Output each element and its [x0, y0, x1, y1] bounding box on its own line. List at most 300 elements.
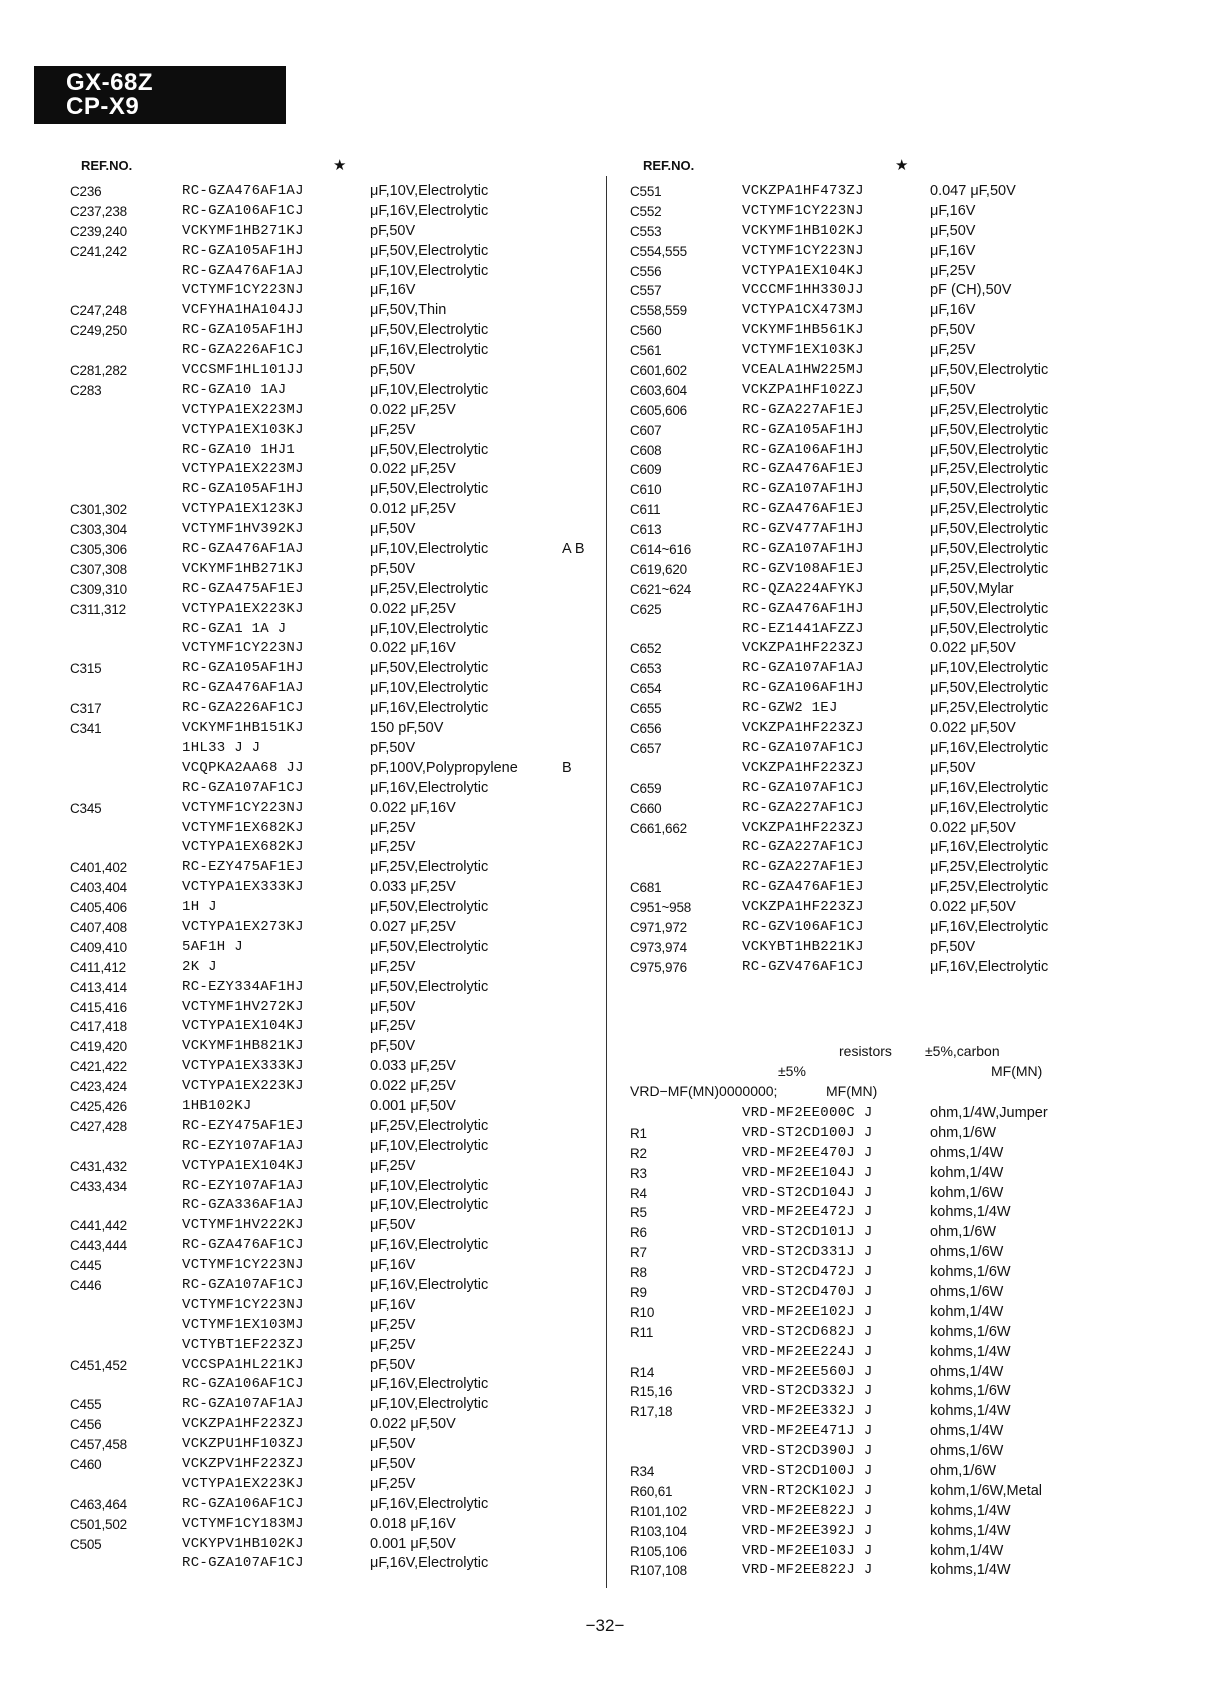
part-description: μF,25V,Electrolytic [370, 1117, 489, 1134]
table-row [630, 460, 1190, 480]
part-number: 1HL33 J J [182, 739, 261, 756]
table-row [630, 1442, 1190, 1462]
part-number: RC-EZY475AF1EJ [182, 859, 304, 876]
table-row [70, 600, 600, 620]
part-number: RC-GZV106AF1CJ [742, 918, 864, 935]
ref-number: R103,104 [630, 1523, 687, 1539]
part-description: μF,50V,Electrolytic [370, 441, 489, 458]
part-number: VCTYMF1CY223NJ [182, 1257, 304, 1274]
ref-number: C457,458 [70, 1437, 127, 1453]
part-number: RC-GZA106AF1HJ [742, 441, 864, 458]
ref-number: C660 [630, 800, 662, 816]
part-description: 0.001 μF,50V [370, 1535, 456, 1552]
table-row [630, 799, 1190, 819]
part-number: 2K J [182, 958, 217, 975]
part-number: VCKYMF1HB561KJ [742, 322, 864, 339]
part-number: RC-GZA105AF1HJ [182, 481, 304, 498]
part-description: kohms,1/4W [930, 1562, 1011, 1579]
part-description: ohms,1/4W [930, 1144, 1004, 1161]
table-row [70, 699, 600, 719]
part-number: VCTYMF1CY223NJ [182, 1296, 304, 1313]
part-description: μF,50V,Electrolytic [370, 481, 489, 498]
table-row [70, 1057, 600, 1077]
part-number: VCEALA1HW225MJ [742, 362, 864, 379]
part-number: VCKZPA1HF223ZJ [182, 1416, 304, 1433]
ref-number: R11 [630, 1324, 654, 1340]
part-number: RC-GZA107AF1HJ [742, 481, 864, 498]
part-description: μF,16V,Electrolytic [930, 958, 1049, 975]
table-row [630, 699, 1190, 719]
ref-number: C309,310 [70, 581, 127, 597]
part-number: RC-GZA226AF1CJ [182, 342, 304, 359]
part-description: μF,25V,Electrolytic [930, 879, 1049, 896]
part-number: VCTYPA1EX223MJ [182, 401, 304, 418]
part-number: RC-GZA10 1HJ1 [182, 441, 296, 458]
ref-number: C341 [70, 721, 102, 737]
table-row [630, 600, 1190, 620]
part-number: VCKZPV1HF223ZJ [182, 1456, 304, 1472]
part-description: μF,25V [370, 1475, 416, 1492]
part-description: pF,50V [370, 1356, 416, 1373]
part-description: μF,50V,Electrolytic [370, 660, 489, 677]
part-description: pF,50V [370, 222, 416, 239]
table-row [630, 1522, 1190, 1542]
ref-number: R101,102 [630, 1503, 687, 1519]
table-row [70, 361, 600, 381]
part-description: 0.022 μF,50V [930, 899, 1016, 916]
ref-number: C603,604 [630, 382, 687, 398]
resistor-note-3a: VRD−MF(MN)0000000; [630, 1083, 778, 1099]
part-description: 0.012 μF,25V [370, 501, 456, 518]
part-description: μF,16V,Electrolytic [930, 839, 1049, 856]
table-row [630, 1124, 1190, 1144]
table-row [630, 1184, 1190, 1204]
table-row [70, 460, 600, 480]
table-row [630, 281, 1190, 301]
ref-number: R3 [630, 1165, 647, 1181]
part-number: VRD-MF2EE822J J [742, 1562, 873, 1579]
table-row [630, 1422, 1190, 1442]
table-row [630, 659, 1190, 679]
table-row [70, 1375, 600, 1395]
ref-number: C556 [630, 263, 662, 279]
part-description: ohm,1/6W [930, 1463, 997, 1480]
ref-number: C614~616 [630, 542, 692, 558]
part-number: VCKZPU1HF103ZJ [182, 1436, 304, 1453]
part-description: pF,100V,Polypropylene [370, 759, 518, 776]
part-description: μF,25V [370, 1018, 416, 1035]
part-number: RC-GZA107AF1CJ [182, 1555, 304, 1572]
table-row [630, 1104, 1190, 1124]
table-row [70, 580, 600, 600]
ref-number: C681 [630, 880, 662, 896]
ref-number: C241,242 [70, 243, 127, 259]
ref-number: C311,312 [70, 601, 126, 617]
part-description: μF,10V,Electrolytic [370, 541, 489, 558]
table-row [630, 1402, 1190, 1422]
table-row [630, 1164, 1190, 1184]
ref-number: R6 [630, 1225, 647, 1241]
part-number: RC-GZA476AF1HJ [742, 600, 864, 617]
table-row [70, 1495, 600, 1515]
table-row [630, 242, 1190, 262]
part-description: ohm,1/4W,Jumper [930, 1105, 1048, 1121]
table-row [630, 441, 1190, 461]
table-row [70, 1316, 600, 1336]
part-description: μF,50V [370, 1436, 416, 1453]
table-row [630, 1283, 1190, 1303]
part-description: 0.022 μF,16V [370, 640, 456, 657]
part-description: μF,25V [370, 421, 416, 438]
part-description: μF,25V,Electrolytic [930, 461, 1049, 478]
area-mark: A B [562, 541, 585, 558]
ref-number: C601,602 [630, 363, 687, 379]
ref-number: R9 [630, 1285, 647, 1301]
table-row [630, 1303, 1190, 1323]
ref-number: C301,302 [70, 502, 127, 518]
table-row [630, 1223, 1190, 1243]
ref-number: C446 [70, 1277, 102, 1293]
table-row [70, 1415, 600, 1435]
ref-number: R10 [630, 1304, 655, 1320]
part-description: μF,10V,Electrolytic [370, 1137, 489, 1154]
part-description: kohms,1/6W [930, 1323, 1011, 1340]
part-number: VCKYMF1HB271KJ [182, 560, 304, 577]
ref-number: C247,248 [70, 303, 127, 319]
table-row [70, 1554, 600, 1574]
part-number: RC-GZA106AF1HJ [742, 680, 864, 697]
ref-number: C554,555 [630, 243, 687, 259]
part-number: RC-GZA476AF1AJ [182, 680, 304, 697]
table-row [70, 1037, 600, 1057]
part-description: μF,16V,Electrolytic [370, 202, 489, 219]
part-description: μF,25V,Electrolytic [930, 700, 1049, 717]
table-row [70, 520, 600, 540]
part-description: μF,50V,Electrolytic [930, 362, 1049, 379]
part-description: ohms,1/4W [930, 1363, 1004, 1380]
part-number: VCTYMF1HV272KJ [182, 998, 304, 1015]
part-number: VRD-ST2CD472J J [742, 1264, 873, 1281]
part-number: VCTYPA1EX333KJ [182, 879, 304, 896]
part-description: kohms,1/4W [930, 1403, 1011, 1420]
part-number: VCCSMF1HL101JJ [182, 362, 304, 379]
part-number: VRD-ST2CD100J J [742, 1463, 873, 1480]
part-number: VCCSPA1HL221KJ [182, 1356, 304, 1373]
part-description: μF,16V [370, 1296, 416, 1313]
ref-number: C281,282 [70, 363, 127, 379]
ref-number: C411,412 [70, 959, 126, 975]
table-row [630, 301, 1190, 321]
table-row [630, 858, 1190, 878]
part-number: RC-GZA1 1A J [182, 620, 287, 637]
table-row [70, 381, 600, 401]
table-row [70, 421, 600, 441]
table-row [630, 938, 1190, 958]
table-row [70, 1475, 600, 1495]
table-row [70, 739, 600, 759]
part-number: VCTYPA1EX104KJ [182, 1018, 304, 1035]
part-number: VCKZPA1HF102ZJ [742, 381, 864, 398]
table-row [630, 341, 1190, 361]
ref-number: R15,16 [630, 1384, 673, 1400]
part-description: μF,50V,Electrolytic [930, 441, 1049, 458]
part-number: VCKZPA1HF223ZJ [742, 819, 864, 836]
table-row [70, 1196, 600, 1216]
part-number: RC-GZA10 1AJ [182, 381, 287, 398]
part-number: RC-GZA107AF1CJ [182, 779, 304, 796]
part-number: VCKYBT1HB221KJ [742, 938, 864, 955]
part-number: VCTYMF1CY223NJ [742, 242, 864, 259]
ref-number: R5 [630, 1205, 647, 1221]
part-number: RC-GZA107AF1AJ [182, 1396, 304, 1413]
table-row [630, 421, 1190, 441]
ref-number: C607 [630, 422, 662, 438]
part-number: VRD-ST2CD332J J [742, 1383, 873, 1400]
part-number: VCFYHA1HA104JJ [182, 302, 304, 319]
part-number: RC-GZA227AF1CJ [742, 799, 864, 816]
ref-number: R4 [630, 1185, 647, 1201]
table-row [70, 998, 600, 1018]
table-row [630, 381, 1190, 401]
table-row [70, 1256, 600, 1276]
ref-number: C657 [630, 740, 662, 756]
part-number: VCTYPA1EX333KJ [182, 1058, 304, 1075]
part-description: kohms,1/6W [930, 1383, 1011, 1400]
part-number: VCTYPA1EX104KJ [182, 1157, 304, 1174]
part-description: μF,25V [370, 1336, 416, 1353]
part-description: μF,10V,Electrolytic [370, 1177, 489, 1194]
area-mark: B [562, 759, 572, 776]
part-description: μF,25V [930, 342, 976, 359]
table-row [630, 361, 1190, 381]
part-description: μF,16V,Electrolytic [370, 1555, 489, 1572]
part-description: μF,25V,Electrolytic [930, 560, 1049, 577]
ref-number: C403,404 [70, 880, 127, 896]
part-description: μF,16V,Electrolytic [370, 1276, 489, 1293]
part-description: μF,50V [370, 998, 416, 1015]
table-row [630, 560, 1190, 580]
table-row [70, 878, 600, 898]
part-number: RC-GZA476AF1EJ [742, 879, 864, 896]
part-description: 0.022 μF,50V [930, 720, 1016, 737]
ref-number: C445 [70, 1258, 102, 1274]
part-description: μF,10V,Electrolytic [370, 1396, 489, 1413]
part-description: μF,16V [930, 302, 976, 319]
table-row [630, 580, 1190, 600]
ref-number: C415,416 [70, 999, 127, 1015]
table-row [70, 620, 600, 640]
part-description: pF,50V [930, 938, 976, 955]
table-row [630, 540, 1190, 560]
part-description: μF,25V,Electrolytic [370, 859, 489, 876]
part-number: RC-GZA105AF1HJ [182, 660, 304, 677]
part-number: VCTYPA1CX473MJ [742, 302, 864, 319]
part-description: μF,50V,Electrolytic [930, 421, 1049, 438]
ref-number: C443,444 [70, 1238, 127, 1254]
table-row [70, 679, 600, 699]
part-description: μF,16V,Electrolytic [930, 739, 1049, 756]
ref-number: C427,428 [70, 1118, 127, 1134]
ref-number: R34 [630, 1464, 655, 1480]
part-number: 1H J [182, 899, 217, 916]
resistor-note-1b: ±5%,carbon [925, 1043, 1000, 1059]
part-number: RC-GZA227AF1EJ [742, 859, 864, 876]
resistor-note-1a: resistors [839, 1043, 892, 1059]
ref-number: C303,304 [70, 522, 127, 538]
table-row [630, 202, 1190, 222]
ref-number: C425,426 [70, 1098, 127, 1114]
table-row [630, 262, 1190, 282]
part-number: VCTYMF1CY223NJ [182, 282, 304, 299]
ref-number: C656 [630, 721, 662, 737]
ref-number: C249,250 [70, 323, 127, 339]
table-row [70, 1137, 600, 1157]
part-description: μF,16V,Electrolytic [370, 1237, 489, 1254]
ref-number: R1 [630, 1125, 647, 1141]
part-number: RC-GZA106AF1CJ [182, 1495, 304, 1512]
table-row [70, 262, 600, 282]
ref-number: C317 [70, 701, 102, 717]
page-number: −32− [585, 1616, 625, 1635]
part-description: μF,10V,Electrolytic [370, 1197, 489, 1214]
part-description: μF,50V,Electrolytic [930, 521, 1049, 538]
part-description: μF,10V,Electrolytic [370, 183, 489, 199]
part-description: μF,16V [370, 1257, 416, 1274]
ref-number: R105,106 [630, 1543, 687, 1559]
ref-number: C621~624 [630, 581, 692, 597]
part-number: VCTYMF1CY223NJ [182, 799, 304, 816]
table-row [70, 1455, 600, 1475]
part-number: RC-GZA336AF1AJ [182, 1197, 304, 1214]
ref-number: C971,972 [630, 919, 687, 935]
table-row [70, 281, 600, 301]
part-number: VRD-MF2EE470J J [742, 1144, 873, 1161]
part-description: pF,50V [370, 739, 416, 756]
part-number: VRD-MF2EE472J J [742, 1204, 873, 1221]
table-row [630, 401, 1190, 421]
resistor-list [630, 1104, 1190, 1581]
ref-number: C625 [630, 601, 662, 617]
part-number: VCKZPA1HF223ZJ [742, 899, 864, 916]
table-row [70, 1435, 600, 1455]
table-row [630, 520, 1190, 540]
ref-number: C239,240 [70, 223, 127, 239]
table-row [70, 819, 600, 839]
part-number: VRD-ST2CD101J J [742, 1224, 873, 1241]
part-number: RC-GZA476AF1AJ [182, 262, 304, 279]
part-number: RC-GZA476AF1AJ [182, 183, 304, 199]
part-description: ohms,1/6W [930, 1443, 1004, 1460]
part-description: μF,25V [370, 839, 416, 856]
part-number: VCQPKA2AA68 JJ [182, 759, 304, 776]
ref-number: C431,432 [70, 1158, 127, 1174]
table-row [70, 1077, 600, 1097]
part-number: RC-GZW2 1EJ [742, 700, 838, 717]
part-description: 0.022 μF,25V [370, 600, 456, 617]
part-number: VRD-ST2CD390J J [742, 1443, 873, 1460]
part-number: VRD-MF2EE822J J [742, 1502, 873, 1519]
part-number: VCTYMF1HV222KJ [182, 1217, 304, 1234]
part-description: 0.047 μF,50V [930, 183, 1016, 199]
table-row [70, 500, 600, 520]
part-number: RC-GZA107AF1CJ [742, 739, 864, 756]
part-number: VCTYMF1CY183MJ [182, 1515, 304, 1532]
table-row [630, 480, 1190, 500]
part-number: VCTYPA1EX223MJ [182, 461, 304, 478]
table-row [70, 938, 600, 958]
table-row [630, 1462, 1190, 1482]
table-row [70, 639, 600, 659]
part-description: kohms,1/4W [930, 1522, 1011, 1539]
part-description: μF,25V,Electrolytic [930, 501, 1049, 518]
part-description: kohm,1/4W [930, 1303, 1004, 1320]
part-description: μF,50V [370, 521, 416, 538]
part-description: pF,50V [930, 322, 976, 339]
table-row [70, 659, 600, 679]
table-row [70, 898, 600, 918]
ref-number: C505 [70, 1536, 102, 1552]
part-number: RC-GZA105AF1HJ [182, 242, 304, 259]
column-divider [606, 176, 607, 1588]
part-number: VCKYMF1HB821KJ [182, 1038, 304, 1055]
part-number: RC-QZA224AFYKJ [742, 580, 864, 597]
part-number: RC-GZA105AF1HJ [182, 322, 304, 339]
model-header [34, 66, 286, 124]
ref-number: C421,422 [70, 1059, 127, 1075]
table-row [70, 759, 600, 779]
table-row [630, 958, 1190, 978]
part-description: μF,25V [930, 262, 976, 279]
ref-number: R60,61 [630, 1483, 673, 1499]
right-parts-list [630, 182, 1190, 978]
part-number: VRD-ST2CD104J J [742, 1184, 873, 1201]
ref-number: C315 [70, 661, 102, 677]
table-row [70, 341, 600, 361]
part-description: 0.022 μF,50V [370, 1416, 456, 1433]
part-number: RC-EZY107AF1AJ [182, 1137, 304, 1154]
part-number: RC-GZV476AF1CJ [742, 958, 864, 975]
ref-number: C441,442 [70, 1218, 127, 1234]
part-number: RC-GZA107AF1AJ [742, 660, 864, 677]
table-row [630, 679, 1190, 699]
table-row [70, 321, 600, 341]
part-description: μF,50V,Electrolytic [930, 680, 1049, 697]
table-row [630, 639, 1190, 659]
part-number: RC-GZA476AF1EJ [742, 461, 864, 478]
ref-number: R107,108 [630, 1563, 687, 1579]
table-row [630, 1561, 1190, 1581]
part-description: kohm,1/6W [930, 1184, 1004, 1201]
part-number: VCTYMF1CY223NJ [742, 202, 864, 219]
part-description: μF,16V,Electrolytic [370, 342, 489, 359]
table-row [70, 1097, 600, 1117]
part-number: RC-GZA105AF1HJ [742, 421, 864, 438]
ref-number: C551 [630, 184, 662, 199]
part-number: RC-GZA227AF1CJ [742, 839, 864, 856]
resistor-note-2a: ±5% [778, 1063, 806, 1079]
part-description: 150 pF,50V [370, 720, 444, 737]
left-parts-list [70, 182, 600, 1574]
part-number: VCTYPA1EX223KJ [182, 1078, 304, 1095]
part-description: μF,50V,Electrolytic [370, 899, 489, 916]
part-description: μF,50V,Electrolytic [370, 938, 489, 955]
part-description: 0.022 μF,25V [370, 1078, 456, 1095]
part-description: 0.022 μF,25V [370, 401, 456, 418]
ref-number: C419,420 [70, 1039, 127, 1055]
part-description: ohms,1/6W [930, 1244, 1004, 1261]
ref-number: C975,976 [630, 959, 687, 975]
table-row [630, 719, 1190, 739]
